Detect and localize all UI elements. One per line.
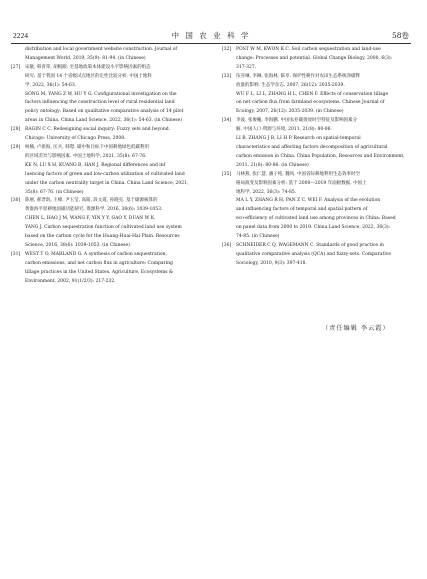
reference-text-line: luencing factors of green and low-carbon utilization of cultivated land xyxy=(25,171,185,177)
reference-entry xyxy=(222,117,410,170)
reference-entry xyxy=(222,73,410,118)
reference-text-line: areas in China. China Land Science, 2022, 36(1): 54-63. (in Chinese) xyxy=(25,118,183,124)
reference-text-line: SONG M, YANG Z W, HU Y G. Configurational investigation on the xyxy=(25,91,177,97)
reference-number: [35] xyxy=(222,171,232,177)
reference-text-line: carbon emissions, and net carbon flux in agriculture: Comparing xyxy=(25,260,173,266)
reference-text-line: and influencing factors of temporal and spatial pattern of xyxy=(236,207,368,213)
reference-text-line: 放量的影响. 生态学杂志, 2007, 26(12): 2035-2039. xyxy=(236,82,345,88)
reference-text-line: CHEN L, HAO J M, WANG F, YIN Y Y, GAO Y, DUAN W K, xyxy=(25,216,156,222)
reference-text-line: 2011, 21(8): 80-86. (in Chinese) xyxy=(236,162,309,168)
reference-text-line: KE N, LU X H, KUANG B, HAN J. Regional differences and inf xyxy=(25,162,166,168)
reference-text-line: 马林燕, 张仁慧, 潘子纯, 魏风. 中国省际耕地利用生态效率时空 xyxy=(236,171,360,177)
header-rule xyxy=(11,43,411,44)
reference-text-line: Sociology, 2010, 9(3): 397-418. xyxy=(236,260,307,266)
reference-number: [27] xyxy=(11,64,21,70)
reference-text-line: 解. 中国人口·资源与环境, 2011, 21(8): 80-86. xyxy=(236,127,332,133)
reference-text-line: characteristics and affecting factors decomposition of agricultural xyxy=(236,144,388,150)
reference-text-line: 陈展, 郝晋珉, 王峰, 尹玉莹, 高阳, 段文霞, 孙晓克. 基于碳源核算的 xyxy=(25,198,158,204)
reference-entry xyxy=(11,46,199,64)
reference-text-line: 李波, 张俊飚, 李海鹏. 中国农业碳排放时空特征及影响因素分 xyxy=(236,118,358,124)
reference-text-line: MA L Y, ZHANG R H, PAN Z C, WEI F. Analysis of the evolution xyxy=(236,198,381,204)
references-right-column xyxy=(222,46,410,269)
reference-text-line: based on the carbon cycle for the Huang-Huai-Hai Plain. Resources xyxy=(25,234,180,240)
responsible-editor: （责任编辑 李云霞） xyxy=(322,325,390,332)
volume-label: 58卷 xyxy=(391,31,409,40)
reference-text-line: Ecology, 2007, 26(12): 2035-2039. (in Chinese) xyxy=(236,109,344,115)
reference-number: [36] xyxy=(222,242,232,248)
reference-number: [30] xyxy=(11,198,21,204)
reference-number: [28] xyxy=(11,127,21,133)
reference-number: [31] xyxy=(11,251,21,257)
reference-entry xyxy=(11,126,199,144)
running-header xyxy=(11,30,411,42)
reference-entry xyxy=(11,64,199,126)
reference-text-line: Science, 2016, 38(6): 1039-1053. (in Chinese) xyxy=(25,242,130,248)
reference-text-line: policy ontology: Based on qualitative comparative analysis of 14 pilot xyxy=(25,109,184,115)
reference-text-line: distribution and local government website construction. Journal of xyxy=(25,47,178,52)
reference-text-line: Environment, 2002, 91(1/2/3): 217-232. xyxy=(25,278,116,284)
reference-text-line: RAGIN C C. Redesigning social inquiry: Fuzzy sets and beyond. xyxy=(25,127,171,133)
reference-number: [33] xyxy=(222,73,232,79)
reference-text-line: WEST T O, MARLAND G. A synthesis of carbon sequestration, xyxy=(25,251,167,257)
reference-text-line: 宋敏, 韩青荣, 胡根跟. 宅基地政策本体建设水平影响因素的组态 xyxy=(25,64,151,70)
reference-entry xyxy=(222,171,410,242)
reference-text-line: 74-85. (in Chinese) xyxy=(236,234,280,240)
reference-entry xyxy=(222,46,410,73)
reference-text-line: eco-efficiency of cultivated land use among provinces in China: Based xyxy=(236,216,396,222)
reference-text-line: LI B, ZHANG J B, LI H P. Research on spatial-temporal xyxy=(236,136,361,142)
reference-text-line: 317-327. xyxy=(236,64,257,70)
reference-entry xyxy=(11,144,199,197)
reference-text-line: Management World, 2019, 35(9): 81-94. (in Chinese) xyxy=(25,55,146,61)
reference-number: [29] xyxy=(11,144,21,150)
reference-number: [32] xyxy=(222,47,232,52)
reference-entry xyxy=(11,197,199,250)
reference-text-line: on panel data from 2000 to 2019. China Land Science, 2022, 36(3): xyxy=(236,225,391,231)
reference-text-line: under the carbon neutrality target in China. China Land Science, 2021, xyxy=(25,180,189,186)
reference-text-line: Chicago: University of Chicago Press, 2008. xyxy=(25,136,126,142)
reference-text-line: POST W M, KWON K C. Soil carbon sequestration and land-use xyxy=(236,47,381,52)
reference-text-line: WU F L, LI L, ZHANG H L, CHEN F. Effects of conservation tillage xyxy=(236,91,389,97)
reference-text-line: tillage practices in the United States. Agriculture, Ecosystems & xyxy=(25,269,174,275)
reference-text-line: on net carbon flux from farmland ecosystems. Chinese Journal of xyxy=(236,100,385,106)
reference-entry xyxy=(11,251,199,287)
reference-text-line: 的区域差异与影响因素. 中国土地科学, 2021, 35(8): 67-76. xyxy=(25,153,147,159)
reference-text-line: qualitative comparative analysis (QCA) and fuzzy-sets. Comparative xyxy=(236,251,392,257)
page-number: 2224 xyxy=(13,31,28,40)
reference-text-line: SCHNEIDER C Q, WAGEMANN C. Standards of good practice in xyxy=(236,242,384,248)
reference-text-line: carbon emission in China. China Population, Resources and Environment, xyxy=(236,153,405,159)
reference-text-line: change: Processes and potential. Global Change Biology, 2000, 6(3): xyxy=(236,55,393,61)
reference-text-line: 地科学, 2022, 36(3): 74-85. xyxy=(236,189,297,195)
reference-text-line: 伍芬琳, 李琳, 张海林, 陈阜. 保护性耕作对农田生态系统净碳释 xyxy=(236,73,360,79)
reference-text-line: 学, 2022, 36(1): 54-63. xyxy=(25,82,77,88)
reference-text-line: 格局演变及影响因素分析: 基于 2000—2019 年面板数据. 中国土 xyxy=(236,180,367,186)
reference-entry xyxy=(222,242,410,269)
references-left-column xyxy=(11,46,199,286)
reference-text-line: factors influencing the construction level of rural residential land xyxy=(25,100,175,106)
reference-text-line: 35(8): 67-76. (in Chinese) xyxy=(25,189,84,195)
reference-text-line: YANG J. Carbon sequestration function of cultivated land use system xyxy=(25,225,182,231)
reference-text-line: 黄淮海平原耕地固碳功能研究. 资源科学, 2016, 38(6): 1039-1053. xyxy=(25,207,163,213)
reference-number: [34] xyxy=(222,118,232,124)
journal-title: 中 国 农 业 科 学 xyxy=(171,31,251,40)
reference-text-line: 研究: 基于我国 14 个省级试点地区的定性比较分析. 中国土地科 xyxy=(25,73,152,79)
reference-text-line: 柯楠, 卢新海, 匡兵, 韩璟. 碳中和目标下中国耕地绿色低碳利用 xyxy=(25,144,149,150)
